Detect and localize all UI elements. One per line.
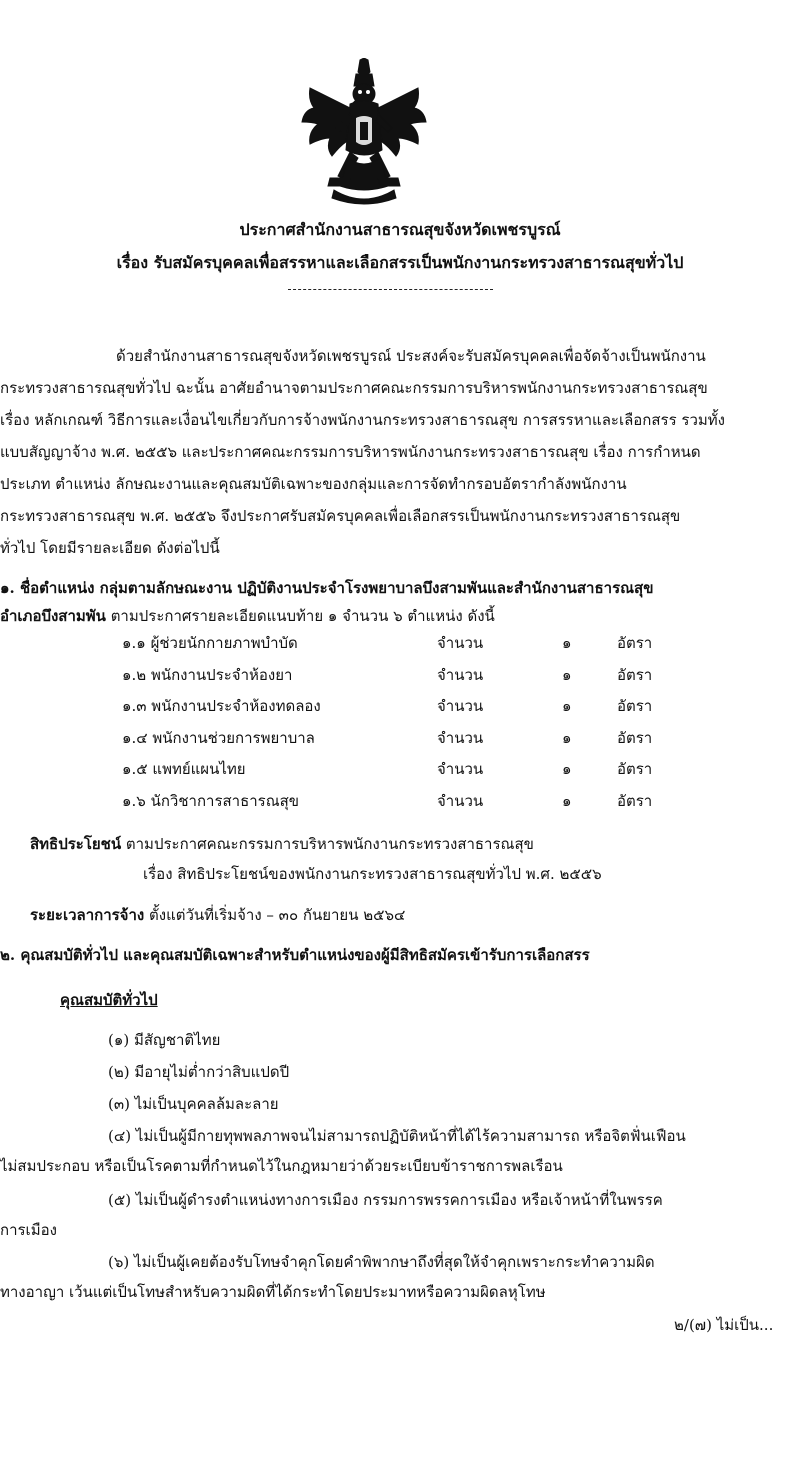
position-count: ๑ xyxy=(562,665,572,684)
announcement-subject: เรื่อง รับสมัครบุคคลเพื่อสรรหาและเลือกสรรเป็นพนักงานกระทรวงสาธารณสุขทั่วไป xyxy=(116,253,684,272)
qualification-item-cont: ไม่สมประกอบ หรือเป็นโรคตามที่กำหนดไว้ในกฎหมายว่าด้วยระเบียบข้าราชการพลเรือน xyxy=(0,1157,563,1175)
position-name: ๑.๔ พนักงานช่วยการพยาบาล xyxy=(122,728,315,747)
employment-period-label: ระยะเวลาการจ้าง xyxy=(30,906,145,924)
benefits-line-2: เรื่อง สิทธิประโยชน์ของพนักงานกระทรวงสาธารณสุขทั่วไป พ.ศ. ๒๕๕๖ xyxy=(143,865,602,883)
qualification-item: (๕) ไม่เป็นผู้ดำรงตำแหน่งทางการเมือง กรรมการพรรคการเมือง หรือเจ้าหน้าที่ในพรรค xyxy=(108,1191,663,1209)
position-count-label: จำนวน xyxy=(437,634,484,652)
announcement-title: ประกาศสำนักงานสาธารณสุขจังหวัดเพชรบูรณ์ xyxy=(239,220,561,239)
intro-line: ทั่วไป โดยมีรายละเอียด ดังต่อไปนี้ xyxy=(0,539,220,557)
list-item xyxy=(122,791,682,823)
qualification-item-cont: การเมือง xyxy=(0,1221,57,1239)
qualification-item: (๑) มีสัญชาติไทย xyxy=(108,1031,221,1049)
benefits-text: ตามประกาศคณะกรรมการบริหารพนักงานกระทรวงสาธารณสุข xyxy=(121,835,534,853)
position-unit: อัตรา xyxy=(617,665,653,684)
list-item xyxy=(122,696,682,728)
list-item xyxy=(122,759,682,791)
position-count-label: จำนวน xyxy=(437,697,484,716)
position-name: ๑.๖ นักวิชาการสาธารณสุข xyxy=(122,791,300,810)
title-separator xyxy=(288,289,493,290)
position-unit: อัตรา xyxy=(617,791,653,810)
section1-heading-rest: ตามประกาศรายละเอียดแนบท้าย ๑ จำนวน ๖ ตำแหน่ง ดังนี้ xyxy=(105,607,495,625)
employment-period-text: ตั้งแต่วันที่เริ่มจ้าง – ๓๐ กันยายน ๒๕๖๔ xyxy=(144,906,406,924)
position-name: ๑.๓ พนักงานประจำห้องทดลอง xyxy=(122,697,321,716)
position-name: ๑.๑ ผู้ช่วยนักกายภาพบำบัด xyxy=(122,634,298,652)
section1-heading: ๑. ชื่อตำแหน่ง กลุ่มตามลักษณะงาน ปฏิบัติงานประจำโรงพยาบาลบึงสามพันและสำนักงานสาธารณสุข xyxy=(0,579,654,597)
position-count-label: จำนวน xyxy=(437,791,484,810)
position-name: ๑.๒ พนักงานประจำห้องยา xyxy=(122,665,293,684)
qualification-item: (๓) ไม่เป็นบุคคลล้มละลาย xyxy=(108,1095,279,1113)
intro-line: แบบสัญญาจ้าง พ.ศ. ๒๕๕๖ และประกาศคณะกรรมการบริหารพนักงานกระทรวงสาธารณสุข เรื่อง การกำหนด xyxy=(0,443,701,461)
position-count: ๑ xyxy=(562,634,572,652)
position-count: ๑ xyxy=(562,791,572,810)
intro-line: กระทรวงสาธารณสุขทั่วไป ฉะนั้น อาศัยอำนาจตามประกาศคณะกรรมการบริหารพนักงานกระทรวงสาธารณสุข xyxy=(0,379,708,397)
position-name: ๑.๕ แพทย์แผนไทย xyxy=(122,760,246,779)
list-item xyxy=(122,728,682,760)
intro-line: เรื่อง หลักเกณฑ์ วิธีการและเงื่อนไขเกี่ยวกับการจ้างพนักงานกระทรวงสาธารณสุข การสรรหาและเลือกสรร รวมทั้ง xyxy=(0,411,725,429)
position-count-label: จำนวน xyxy=(437,760,484,779)
benefits-label: สิทธิประโยชน์ xyxy=(30,835,122,853)
position-count: ๑ xyxy=(562,728,572,747)
positions-list xyxy=(122,633,682,823)
intro-line: ประเภท ตำแหน่ง ลักษณะงานและคุณสมบัติเฉพาะของกลุ่มและการจัดทำกรอบอัตรากำลังพนักงาน xyxy=(0,475,627,493)
position-unit: อัตรา xyxy=(617,697,653,716)
position-unit: อัตรา xyxy=(617,634,653,652)
district-name: อำเภอบึงสามพัน xyxy=(0,607,106,625)
position-unit: อัตรา xyxy=(617,728,653,747)
intro-line: ด้วยสำนักงานสาธารณสุขจังหวัดเพชรบูรณ์ ประสงค์จะรับสมัครบุคคลเพื่อจัดจ้างเป็นพนักงาน xyxy=(116,347,706,365)
benefits-line xyxy=(30,834,534,854)
intro-line: กระทรวงสาธารณสุข พ.ศ. ๒๕๕๖ จึงประกาศรับสมัครบุคคลเพื่อเลือกสรรเป็นพนักงานกระทรวงสาธารณสุข xyxy=(0,507,681,525)
qualification-item: (๖) ไม่เป็นผู้เคยต้องรับโทษจำคุกโดยคำพิพากษาถึงที่สุดให้จำคุกเพราะกระทำความผิด xyxy=(108,1253,655,1271)
employment-period xyxy=(30,905,405,925)
garuda-emblem-icon xyxy=(300,58,428,208)
qualification-item-cont: ทางอาญา เว้นแต่เป็นโทษสำหรับความผิดที่ได้กระทำโดยประมาทหรือความผิดลหุโทษ xyxy=(0,1283,546,1301)
position-count-label: จำนวน xyxy=(437,665,484,684)
section2-heading: ๒. คุณสมบัติทั่วไป และคุณสมบัติเฉพาะสำหรับตำแหน่งของผู้มีสิทธิสมัครเข้ารับการเลือกสรร xyxy=(0,946,590,964)
qualification-item: (๔) ไม่เป็นผู้มีกายทุพพลภาพจนไม่สามารถปฏิบัติหน้าที่ได้ไร้ความสามารถ หรือจิตฟั่นเฟือน xyxy=(108,1127,686,1145)
qualification-item: (๒) มีอายุไม่ต่ำกว่าสิบแปดปี xyxy=(108,1063,290,1081)
list-item xyxy=(122,633,682,665)
general-qualifications-heading: คุณสมบัติทั่วไป xyxy=(60,991,158,1009)
position-count: ๑ xyxy=(562,760,572,779)
position-unit: อัตรา xyxy=(617,760,653,779)
position-count-label: จำนวน xyxy=(437,728,484,747)
list-item xyxy=(122,665,682,697)
continued-marker: ๒/(๗) ไม่เป็น... xyxy=(674,1316,774,1334)
position-count: ๑ xyxy=(562,697,572,716)
section1-heading-line2 xyxy=(0,606,495,626)
